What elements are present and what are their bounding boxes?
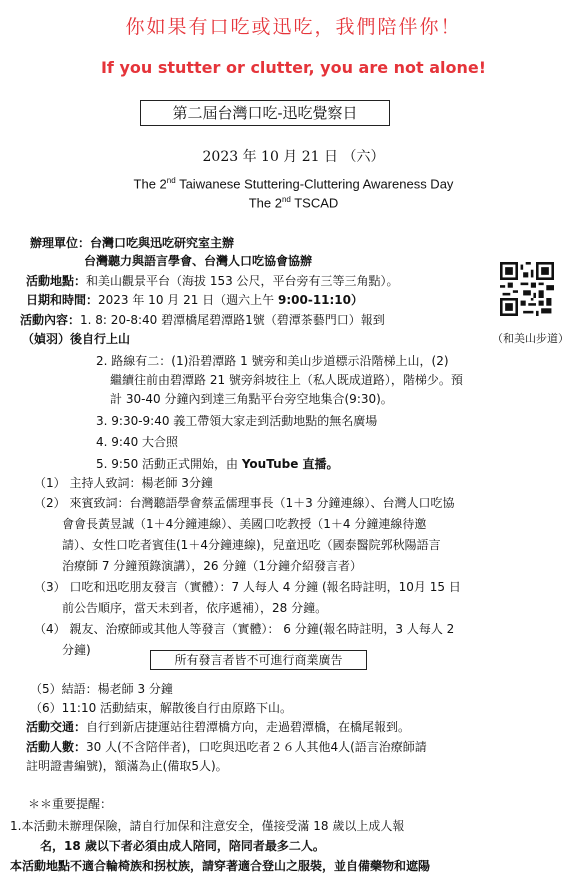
program-item-2-line3: 請）、女性口吃者賓佳(1＋4分鐘連線)，兒童迅吃（國泰醫院郭秋陽語言 bbox=[62, 538, 441, 552]
qr-caption: （和美山步道） bbox=[492, 332, 569, 345]
attendance-line2: 註明證書編號)，額滿為止(備取5人)。 bbox=[26, 759, 228, 773]
content-item-3: 3. 9:30-9:40 義工帶領大家走到活動地點的無名廣場 bbox=[96, 414, 378, 428]
english-title-line2: The 2nd TSCAD bbox=[248, 195, 339, 211]
program-item-2-line2: 會會長黃昱誠（1＋4分鐘連線）、美國口吃教授（1＋4 分鐘連線待邀 bbox=[62, 517, 427, 531]
content-item-1b: （媜羽）後自行上山 bbox=[22, 332, 131, 346]
organizer-line2: 台灣聽力與語言學會、台灣人口吃協會協辦 bbox=[84, 254, 313, 268]
closing-item-5: （5）結語：楊老師 3 分鐘 bbox=[30, 682, 173, 696]
headline-english: If you stutter or clutter, you are not alone! bbox=[100, 58, 487, 77]
notice-box: 所有發言者皆不可進行商業廣告 bbox=[150, 650, 367, 670]
content-item-2-line2: 繼續往前由碧潭路 21 號旁斜坡往上（私人既成道路），階梯少。預 bbox=[110, 373, 463, 387]
program-item-1: （1） 主持人致詞：楊老師 3分鐘 bbox=[34, 476, 213, 490]
program-item-3-line1: （3） 口吃和迅吃朋友發言（實體）：7 人每人 4 分鐘 (報名時註明，10月 15 日 bbox=[34, 580, 461, 594]
attendance-line1: 活動人數：30 人(不含陪伴者)，口吃與迅吃者２６人其他4人(語言治療師請 bbox=[26, 740, 427, 754]
headline-chinese: 你如果有口吃或迅吃，我們陪伴你！ bbox=[125, 16, 462, 38]
event-title-box: 第二屆台灣口吃-迅吃覺察日 bbox=[140, 100, 390, 126]
program-item-2-line1: （2） 來賓致詞：台灣聽語學會蔡孟儒理事長（1＋3 分鐘連線）、台灣人口吃協 bbox=[34, 496, 455, 510]
content-item-4: 4. 9:40 大合照 bbox=[96, 435, 179, 449]
datetime-line: 日期和時間：2023 年 10 月 21 日（週六上午 9:00-11:10） bbox=[26, 293, 364, 307]
program-item-4-line2: 分鐘) bbox=[62, 643, 91, 657]
organizer-line1: 辦理單位：台灣口吃與迅吃研究室主辦 bbox=[30, 236, 235, 250]
content-item-1: 活動內容：1. 8: 20-8:40 碧潭橋尾碧潭路1號（碧潭茶藝門口）報到 bbox=[20, 313, 385, 327]
reminder-line2: 名，18 歲以下者必須由成人陪同，陪同者最多二人。 bbox=[40, 839, 325, 853]
venue-line: 活動地點：和美山觀景平台（海拔 153 公尺，平台旁有三等三角點）。 bbox=[26, 274, 399, 288]
content-item-2-line1: 2. 路線有二：(1)沿碧潭路 1 號旁和美山步道標示沿階梯上山，(2) bbox=[96, 354, 449, 368]
reminder-line1: 1.本活動未辦理保險，請自行加保和注意安全，僅接受滿 18 歲以上成人報 bbox=[10, 819, 405, 833]
program-item-2-line4: 治療師 7 分鐘預錄演講），26 分鐘（1分鐘介紹發言者） bbox=[62, 559, 362, 573]
reminder-line3: 本活動地點不適合輪椅族和拐杖族，請穿著適合登山之服裝，並自備藥物和遮陽 bbox=[10, 859, 431, 873]
transport-line: 活動交通：自行到新店捷運站往碧潭橋方向，走過碧潭橋，在橋尾報到。 bbox=[26, 720, 411, 734]
qr-code-icon[interactable] bbox=[500, 262, 554, 316]
reminder-title: ＊＊重要提醒： bbox=[28, 797, 113, 811]
closing-item-6: （6）11:10 活動結束，解散後自行由原路下山。 bbox=[30, 701, 293, 715]
program-item-3-line2: 前公告順序，當天未到者，依序遞補），28 分鐘。 bbox=[62, 601, 328, 615]
content-item-5: 5. 9:50 活動正式開始，由 YouTube 直播。 bbox=[96, 457, 339, 471]
english-title-line1: The 2nd Taiwanese Stuttering-Cluttering Awareness Day bbox=[133, 176, 454, 192]
program-item-4-line1: （4） 親友、治療師或其他人等發言（實體）： 6 分鐘(報名時註明，3 人每人 2 bbox=[34, 622, 455, 636]
event-date: 2023 年 10 月 21 日 （六） bbox=[202, 149, 385, 165]
content-item-2-line3: 計 30-40 分鐘內到達三角點平台旁空地集合(9:30)。 bbox=[110, 392, 393, 406]
